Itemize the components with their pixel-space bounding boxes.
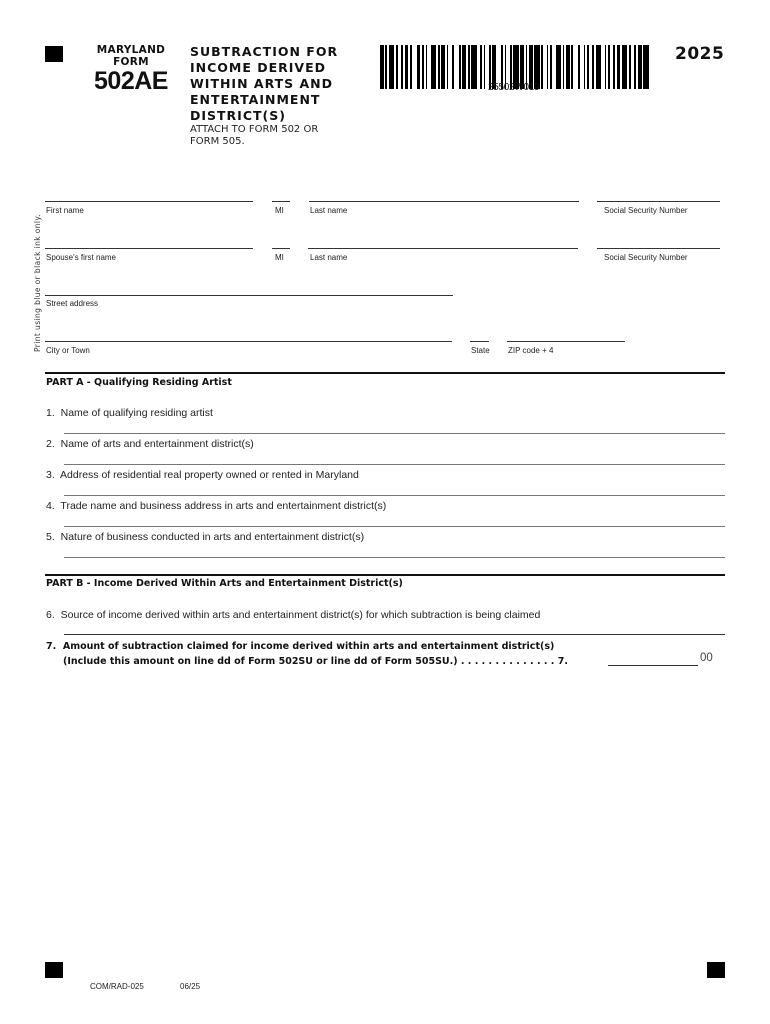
question-7-number: 7. — [46, 641, 57, 652]
first-name-field[interactable] — [45, 201, 253, 202]
tax-year: 2025 — [675, 44, 725, 64]
question-4-text: Trade name and business address in arts and entertainment district(s) — [60, 500, 387, 512]
spouse-first-name-label: Spouse's first name — [46, 253, 117, 262]
city-field[interactable] — [45, 341, 452, 342]
question-1-number: 1. — [46, 407, 55, 419]
question-1-answer-field[interactable] — [64, 433, 725, 434]
question-5 — [46, 531, 364, 543]
form-title-line-1: SUBTRACTION FOR — [190, 44, 339, 59]
form-title-line-2: INCOME DERIVED — [190, 60, 327, 75]
registration-mark-bottom-left — [45, 962, 63, 978]
question-2-number: 2. — [46, 438, 55, 450]
question-7 — [46, 639, 568, 669]
part-b-title: PART B - Income Derived Within Arts and Entertainment District(s) — [46, 578, 403, 589]
registration-mark-top-left — [45, 46, 63, 62]
question-3-answer-field[interactable] — [64, 495, 725, 496]
part-a-title: PART A - Qualifying Residing Artist — [46, 377, 232, 388]
question-7-line-1: Amount of subtraction claimed for income derived within arts and entertainment district(s) — [62, 641, 555, 652]
attach-instruction-line-1: ATTACH TO FORM 502 OR — [190, 124, 319, 135]
part-a-divider — [45, 372, 725, 374]
last-name-field[interactable] — [309, 201, 579, 202]
spouse-last-name-label: Last name — [310, 253, 348, 262]
question-6-number: 6. — [46, 609, 55, 621]
state-label: MARYLAND — [96, 44, 166, 56]
spouse-ssn-label: Social Security Number — [604, 253, 688, 262]
state-label: State — [471, 346, 490, 355]
form-identifier — [90, 44, 172, 94]
question-1 — [46, 407, 213, 419]
zip-label: ZIP code + 4 — [508, 346, 554, 355]
spouse-last-name-field[interactable] — [308, 248, 578, 249]
ssn-label: Social Security Number — [604, 206, 688, 215]
zip-field[interactable] — [507, 341, 625, 342]
question-3-text: Address of residential real property owned or rented in Maryland — [60, 469, 359, 481]
question-5-number: 5. — [46, 531, 55, 543]
state-field[interactable] — [470, 341, 489, 342]
part-b-divider — [45, 574, 725, 576]
form-code: COM/RAD-025 — [90, 982, 144, 991]
question-2-text: Name of arts and entertainment district(s) — [60, 438, 254, 450]
registration-mark-bottom-right — [707, 962, 725, 978]
spouse-ssn-field[interactable] — [597, 248, 720, 249]
mi-label: MI — [275, 206, 284, 215]
form-title-block — [190, 44, 370, 148]
question-6-answer-field[interactable] — [64, 634, 725, 635]
spouse-first-name-field[interactable] — [45, 248, 253, 249]
mi-field[interactable] — [272, 201, 290, 202]
question-7-amount-field[interactable] — [608, 665, 698, 666]
street-address-field[interactable] — [45, 295, 453, 296]
question-2-answer-field[interactable] — [64, 464, 725, 465]
street-address-label: Street address — [46, 299, 99, 308]
barcode-number: 25502W019 — [488, 82, 540, 93]
question-6 — [46, 609, 540, 621]
form-title-line-5: DISTRICT(S) — [190, 108, 286, 123]
form-title-line-3: WITHIN ARTS AND — [190, 76, 334, 91]
spouse-mi-label: MI — [275, 253, 284, 262]
question-4 — [46, 500, 386, 512]
ink-instruction: Print using blue or black ink only. — [33, 214, 42, 352]
question-7-line-2: (Include this amount on line dd of Form 502SU or line dd of Form 505SU.) . . . . . . . . . . . . . . 7. — [63, 656, 568, 667]
form-number: 502AE — [94, 67, 168, 95]
form-word: FORM — [113, 56, 149, 68]
question-5-text: Nature of business conducted in arts and entertainment district(s) — [60, 531, 365, 543]
question-6-text: Source of income derived within arts and entertainment district(s) for which subtraction is being claimed — [60, 609, 541, 621]
question-7-cents: 00 — [700, 652, 713, 664]
first-name-label: First name — [46, 206, 84, 215]
question-3-number: 3. — [46, 469, 55, 481]
question-1-text: Name of qualifying residing artist — [60, 407, 213, 419]
question-3 — [46, 469, 359, 481]
spouse-mi-field[interactable] — [272, 248, 290, 249]
question-4-number: 4. — [46, 500, 55, 512]
form-title-line-4: ENTERTAINMENT — [190, 92, 321, 107]
last-name-label: Last name — [310, 206, 348, 215]
attach-instruction-line-2: FORM 505. — [190, 136, 245, 147]
question-2 — [46, 438, 254, 450]
city-label: City or Town — [46, 346, 90, 355]
ssn-field[interactable] — [597, 201, 720, 202]
revision-date: 06/25 — [180, 982, 201, 991]
question-5-answer-field[interactable] — [64, 557, 725, 558]
question-4-answer-field[interactable] — [64, 526, 725, 527]
